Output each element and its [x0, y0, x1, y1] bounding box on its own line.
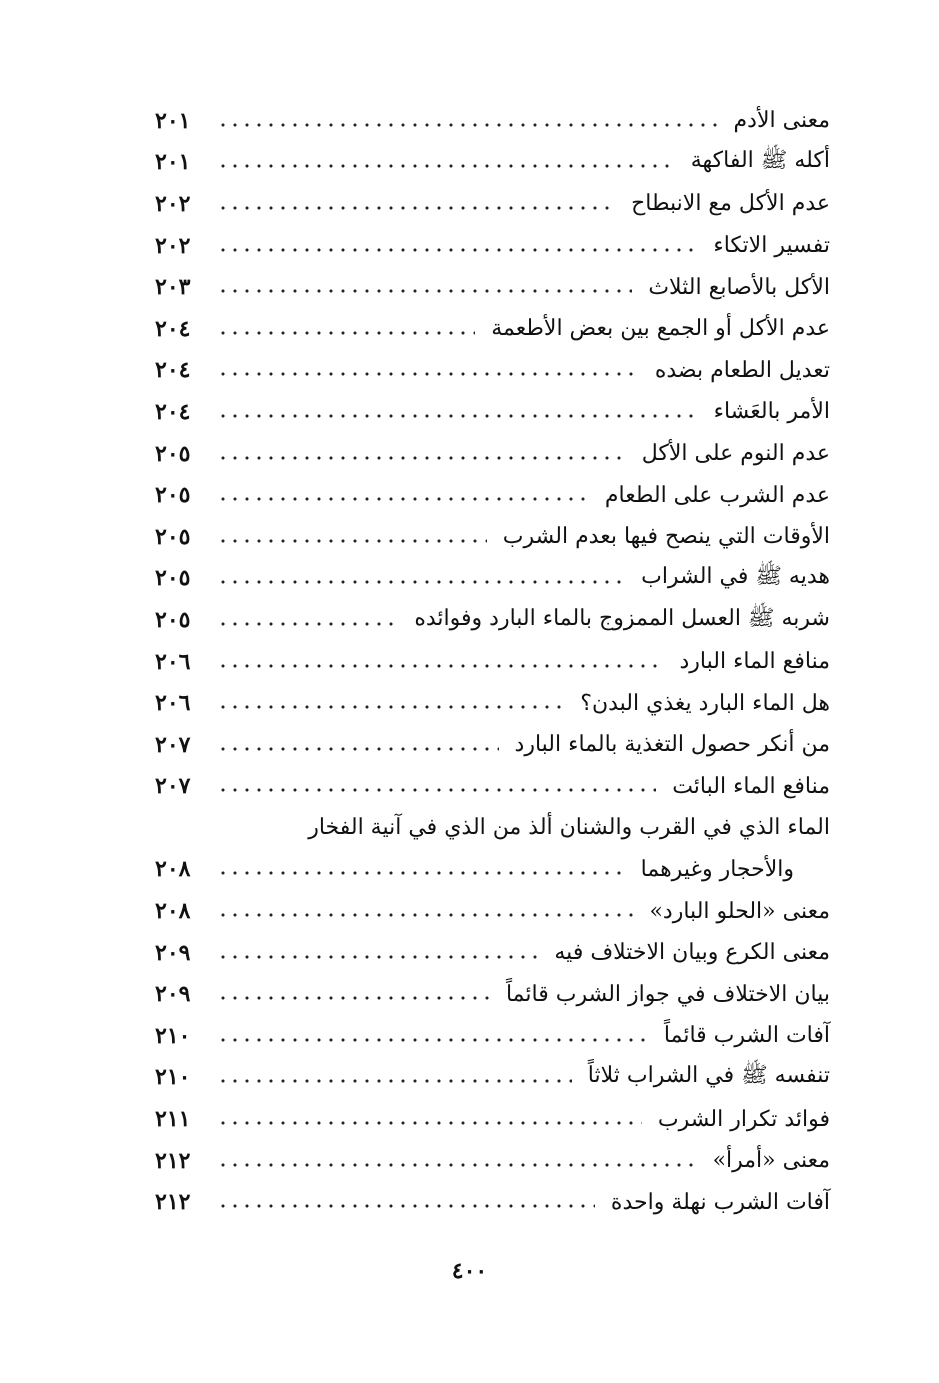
toc-entry-multiline-end: [155, 849, 830, 891]
dot-leader: [217, 538, 487, 544]
toc-entry-page: ٢١٢: [155, 1147, 191, 1174]
toc-entry: [155, 766, 830, 808]
toc-entry-title: تنفسه ﷺ في الشراب ثلاثاً: [587, 1063, 830, 1089]
toc-entry-page: ٢٠٩: [155, 939, 191, 966]
dot-leader: [217, 122, 718, 128]
toc-entry: [155, 724, 830, 766]
dot-leader: [217, 912, 633, 918]
dot-leader: [217, 1037, 648, 1043]
toc-entry-title: عدم الأكل أو الجمع بين بعض الأطعمة: [491, 316, 830, 342]
toc-entry-page: ٢٠٦: [155, 648, 191, 675]
dot-leader: [217, 163, 675, 169]
dot-leader: [217, 330, 475, 336]
toc-entry-page: ٢٠١: [155, 149, 191, 176]
toc-entry-title: هديه ﷺ في الشراب: [641, 564, 830, 590]
toc-entry-page: ٢٠٥: [155, 440, 191, 467]
toc-entry-title: منافع الماء البارد: [679, 649, 830, 675]
dot-leader: [217, 1162, 697, 1168]
toc-entry-title: هل الماء البارد يغذي البدن؟: [580, 690, 830, 716]
toc-entry-title: عدم النوم على الأكل: [641, 441, 830, 467]
toc-entry-title: الأمر بالعَشاء: [713, 399, 830, 425]
toc-entry: [155, 308, 830, 350]
dot-leader: [217, 455, 626, 461]
toc-entry: [155, 142, 830, 184]
toc-entry: [155, 641, 830, 683]
toc-entry-title: تعديل الطعام بضده: [654, 357, 830, 383]
toc-entry: [155, 973, 830, 1015]
toc-entry: [155, 932, 830, 974]
toc-entry-title: معنى «الحلو البارد»: [649, 898, 830, 924]
dot-leader: [217, 205, 615, 211]
toc-entry-page: ٢٠٧: [155, 773, 191, 800]
dot-leader: [217, 413, 698, 419]
toc-entry-title: معنى «أمرأ»: [712, 1148, 830, 1174]
toc-entry-multiline-start: [155, 807, 830, 849]
dot-leader: [217, 496, 589, 502]
dot-leader: [217, 954, 538, 960]
dot-leader: [217, 247, 697, 253]
toc-entry-title: معنى الأدم: [733, 108, 830, 134]
dot-leader: [217, 288, 632, 294]
dot-leader: [217, 621, 398, 627]
toc-entry-title: الأكل بالأصابع الثلاث: [648, 274, 830, 300]
dot-leader: [217, 371, 639, 377]
toc-entry-title: من أنكر حصول التغذية بالماء البارد: [514, 732, 830, 758]
toc-entry-page: ٢١٠: [155, 1022, 191, 1049]
dot-leader: [217, 746, 499, 752]
toc-entry: [155, 474, 830, 516]
toc-entry: [155, 225, 830, 267]
dot-leader: [217, 704, 564, 710]
toc-entry-page: ٢٠٣: [155, 274, 191, 301]
toc-entry-title: فوائد تكرار الشرب: [657, 1106, 830, 1132]
dot-leader: [217, 1203, 595, 1209]
dot-leader: [217, 579, 625, 585]
dot-leader: [217, 1120, 642, 1126]
toc-entry: [155, 1098, 830, 1140]
toc-entry-page: ٢٠٥: [155, 606, 191, 633]
toc-entry-page: ٢٠٥: [155, 482, 191, 509]
toc-entry-title: والأحجار وغيرهما: [640, 856, 794, 882]
toc-entry-title: الأوقات التي ينصح فيها بعدم الشرب: [502, 524, 830, 550]
toc-entry-page: ٢٠٥: [155, 523, 191, 550]
toc-entry-title: عدم الشرب على الطعام: [604, 482, 830, 508]
toc-entry: [155, 391, 830, 433]
toc-entry-title: تفسير الاتكاء: [713, 233, 830, 259]
toc-entry: [155, 1015, 830, 1057]
toc-entry-title: معنى الكرع وبيان الاختلاف فيه: [554, 940, 830, 966]
toc-entry-page: ٢١٢: [155, 1189, 191, 1216]
toc-entry: [155, 266, 830, 308]
toc-entry-page: ٢١١: [155, 1106, 191, 1133]
toc-entry: [155, 890, 830, 932]
toc-entry-page: ٢٠٢: [155, 232, 191, 259]
toc-entry: [155, 682, 830, 724]
toc-entry-page: ٢٠١: [155, 107, 191, 134]
dot-leader: [217, 995, 490, 1001]
toc-entry: [155, 1140, 830, 1182]
toc-entry-page: ٢٠٦: [155, 690, 191, 717]
toc-entry: [155, 1181, 830, 1223]
dot-leader: [217, 1078, 572, 1084]
toc-entry-page: ٢٠٨: [155, 898, 191, 925]
toc-entry-title: شربه ﷺ العسل الممزوج بالماء البارد وفوائده: [414, 605, 830, 631]
toc-entry: [155, 599, 830, 641]
toc-entry-page: ٢٠٤: [155, 315, 191, 342]
toc-entry-page: ٢٠٥: [155, 565, 191, 592]
toc-entry: [155, 558, 830, 600]
table-of-contents: [155, 100, 830, 1223]
toc-entry-page: ٢٠٩: [155, 981, 191, 1008]
toc-entry: [155, 433, 830, 475]
toc-entry-title: عدم الأكل مع الانبطاح: [631, 191, 830, 217]
dot-leader: [217, 787, 656, 793]
toc-entry-title: آفات الشرب قائماً: [663, 1023, 830, 1049]
toc-entry: [155, 516, 830, 558]
toc-entry-title: بيان الاختلاف في جواز الشرب قائماً: [505, 981, 830, 1007]
dot-leader: [217, 870, 625, 876]
toc-entry-page: ٢٠٢: [155, 190, 191, 217]
toc-entry-title: الماء الذي في القرب والشنان ألذ من الذي في آنية الفخار: [308, 815, 830, 841]
toc-entry: [155, 350, 830, 392]
toc-entry-title: منافع الماء البائت: [672, 773, 830, 799]
toc-entry-page: ٢٠٤: [155, 398, 191, 425]
toc-entry: [155, 183, 830, 225]
dot-leader: [217, 663, 664, 669]
page-number: ٤٠٠: [451, 1258, 488, 1284]
toc-entry-page: ٢٠٨: [155, 856, 191, 883]
toc-entry-page: ٢٠٧: [155, 731, 191, 758]
toc-entry-page: ٢١٠: [155, 1064, 191, 1091]
toc-entry: [155, 1057, 830, 1099]
toc-entry-title: أكله ﷺ الفاكهة: [690, 148, 830, 174]
toc-entry-title: آفات الشرب نهلة واحدة: [610, 1189, 830, 1215]
toc-entry-page: ٢٠٤: [155, 357, 191, 384]
toc-entry: [155, 100, 830, 142]
